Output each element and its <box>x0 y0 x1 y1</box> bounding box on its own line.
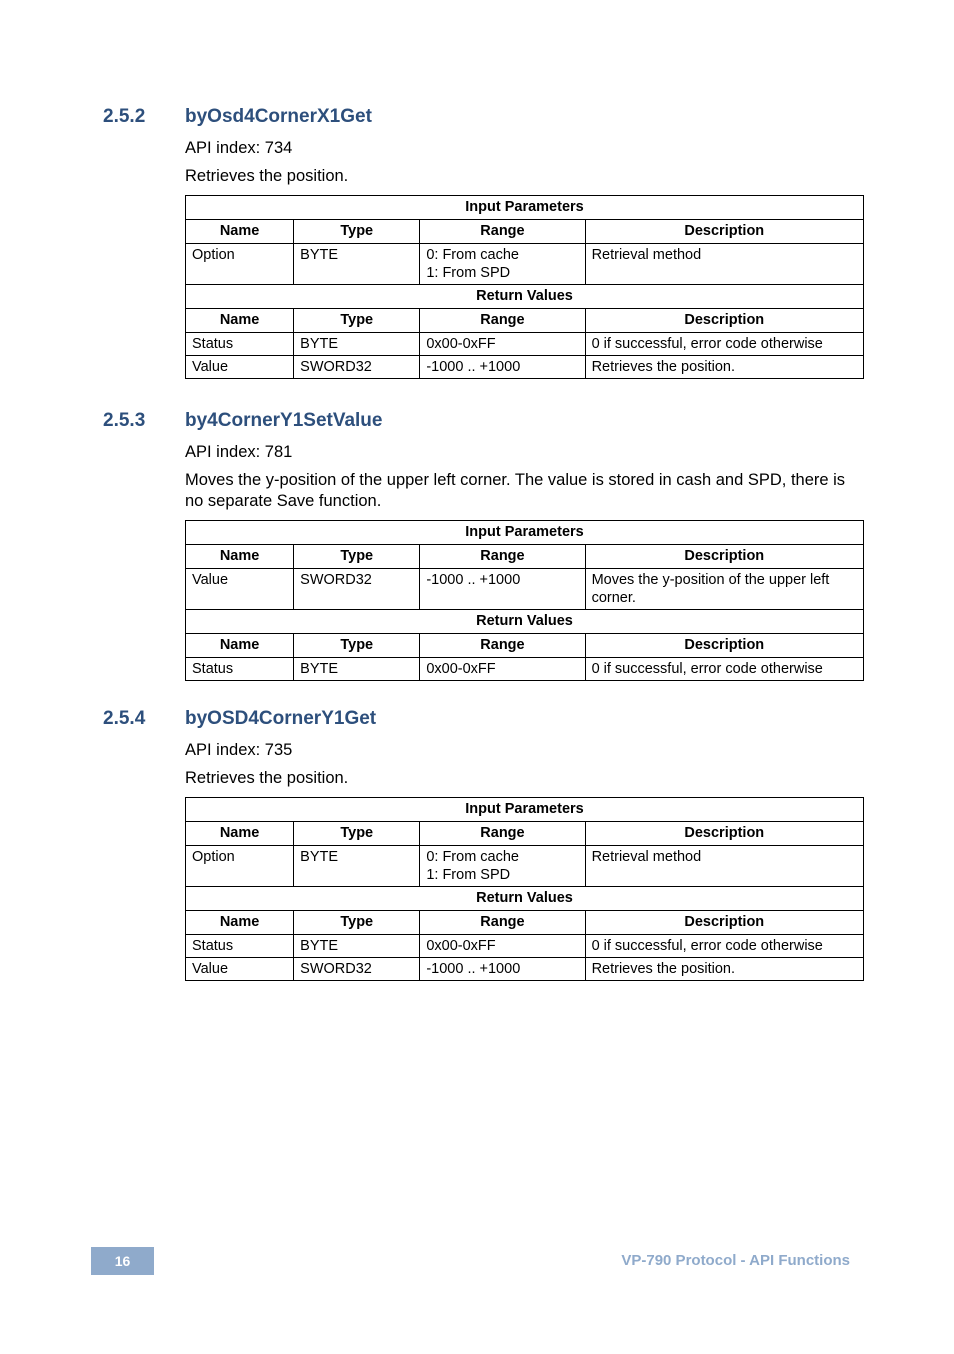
table-row <box>186 356 864 379</box>
section-number: 2.5.2 <box>103 106 146 127</box>
section-heading <box>0 708 954 736</box>
col-description: Description <box>585 309 863 333</box>
table-row <box>186 958 864 981</box>
col-description: Description <box>585 220 863 244</box>
section-2-5-2 <box>0 106 954 379</box>
cell-type: BYTE <box>294 244 420 285</box>
api-index: API index: 781 <box>185 443 293 461</box>
section-description: Retrieves the position. <box>185 769 349 787</box>
col-range: Range <box>420 822 585 846</box>
return-values-header: Return Values <box>186 285 864 309</box>
section-number: 2.5.4 <box>103 708 146 729</box>
cell-description: Retrieval method <box>585 846 863 887</box>
section-2-5-3 <box>0 410 954 681</box>
col-name: Name <box>186 822 294 846</box>
api-table <box>185 520 864 681</box>
section-description: Retrieves the position. <box>185 167 349 185</box>
cell-description: Retrieval method <box>585 244 863 285</box>
cell-name: Value <box>186 569 294 610</box>
cell-name: Status <box>186 658 294 681</box>
table-row <box>186 935 864 958</box>
section-heading <box>0 106 954 134</box>
cell-range: 0: From cache 1: From SPD <box>420 846 585 887</box>
col-type: Type <box>294 309 420 333</box>
col-range: Range <box>420 911 585 935</box>
table-row <box>186 658 864 681</box>
cell-description: Retrieves the position. <box>585 356 863 379</box>
col-description: Description <box>585 634 863 658</box>
cell-name: Option <box>186 846 294 887</box>
cell-type: BYTE <box>294 846 420 887</box>
col-name: Name <box>186 220 294 244</box>
col-description: Description <box>585 545 863 569</box>
section-title: byOSD4CornerY1Get <box>185 708 377 729</box>
table-row <box>186 846 864 887</box>
cell-range: 0x00-0xFF <box>420 935 585 958</box>
table-row <box>186 569 864 610</box>
col-type: Type <box>294 822 420 846</box>
input-parameters-header: Input Parameters <box>186 196 864 220</box>
section-number: 2.5.3 <box>103 410 146 431</box>
cell-type: BYTE <box>294 935 420 958</box>
table-row <box>186 333 864 356</box>
cell-type: SWORD32 <box>294 356 420 379</box>
col-type: Type <box>294 634 420 658</box>
return-values-header: Return Values <box>186 610 864 634</box>
col-name: Name <box>186 634 294 658</box>
api-table <box>185 797 864 981</box>
cell-range: -1000 .. +1000 <box>420 356 585 379</box>
cell-name: Status <box>186 935 294 958</box>
api-table <box>185 195 864 379</box>
cell-description: 0 if successful, error code otherwise <box>585 935 863 958</box>
api-index: API index: 734 <box>185 139 293 157</box>
cell-range: -1000 .. +1000 <box>420 569 585 610</box>
col-description: Description <box>585 911 863 935</box>
cell-description: Retrieves the position. <box>585 958 863 981</box>
col-range: Range <box>420 545 585 569</box>
col-name: Name <box>186 545 294 569</box>
input-parameters-header: Input Parameters <box>186 798 864 822</box>
cell-description: Moves the y-position of the upper left corner. <box>585 569 863 610</box>
cell-type: SWORD32 <box>294 958 420 981</box>
col-name: Name <box>186 911 294 935</box>
table-row <box>186 244 864 285</box>
return-values-header: Return Values <box>186 887 864 911</box>
cell-description: 0 if successful, error code otherwise <box>585 658 863 681</box>
cell-name: Value <box>186 356 294 379</box>
cell-range: 0x00-0xFF <box>420 658 585 681</box>
col-range: Range <box>420 220 585 244</box>
cell-range: 0: From cache 1: From SPD <box>420 244 585 285</box>
page-number: 16 <box>91 1247 154 1275</box>
col-type: Type <box>294 220 420 244</box>
cell-range: -1000 .. +1000 <box>420 958 585 981</box>
cell-name: Option <box>186 244 294 285</box>
col-name: Name <box>186 309 294 333</box>
section-title: by4CornerY1SetValue <box>185 410 383 431</box>
section-title: byOsd4CornerX1Get <box>185 106 372 127</box>
col-type: Type <box>294 545 420 569</box>
col-range: Range <box>420 634 585 658</box>
api-index: API index: 735 <box>185 741 293 759</box>
col-type: Type <box>294 911 420 935</box>
cell-type: SWORD32 <box>294 569 420 610</box>
cell-name: Status <box>186 333 294 356</box>
footer-title: VP-790 Protocol - API Functions <box>621 1252 850 1269</box>
section-description: Moves the y-position of the upper left corner. The value is stored in cash and SPD, there is no separate Save function. <box>185 471 846 510</box>
section-2-5-4 <box>0 708 954 981</box>
cell-description: 0 if successful, error code otherwise <box>585 333 863 356</box>
section-heading <box>0 410 954 438</box>
cell-type: BYTE <box>294 658 420 681</box>
col-description: Description <box>585 822 863 846</box>
input-parameters-header: Input Parameters <box>186 521 864 545</box>
cell-name: Value <box>186 958 294 981</box>
col-range: Range <box>420 309 585 333</box>
cell-type: BYTE <box>294 333 420 356</box>
cell-range: 0x00-0xFF <box>420 333 585 356</box>
